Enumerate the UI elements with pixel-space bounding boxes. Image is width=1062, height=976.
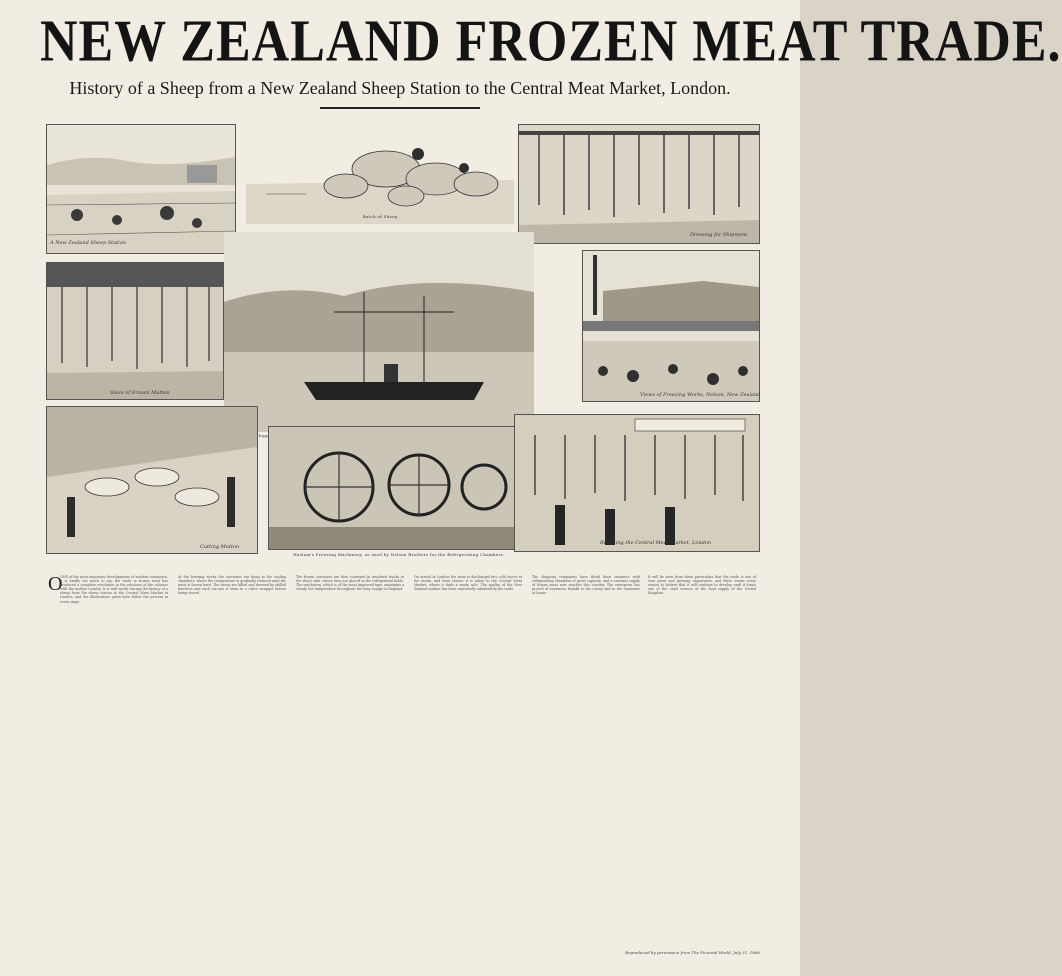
engraving-batch-of-sheep [246, 124, 514, 224]
text-column-2 [178, 575, 286, 943]
column-5-text: The shipping companies have fitted their steamers with refrigerating chambers of great capacity, and a constant supply of frozen meat now reaches this country. The enterprise has proved of enormous benefit to the colony and to the consumer at home. [532, 575, 640, 596]
text-column-3 [296, 575, 404, 943]
masthead-title: NEW ZEALAND FROZEN MEAT TRADE. [40, 8, 1062, 75]
column-6-text: It will be seen from these particulars that the trade is one of very great and growing importance, and there seems every reason to believe that it will continue to develop until it forms one of the chief sources of the food supply of the United Kingdom. [648, 575, 756, 596]
text-column-4 [414, 575, 522, 943]
engraving-meat-market [514, 414, 760, 552]
title-rule [320, 107, 480, 109]
drop-cap: O [48, 573, 63, 595]
engraving-store-room [46, 262, 224, 400]
engraving-loading [46, 406, 258, 554]
engraving-ship [224, 232, 534, 432]
subtitle: History of a Sheep from a New Zealand Sheep Station to the Central Meat Market, London. [69, 78, 731, 98]
caption-batch-of-sheep: Batch of Sheep. [362, 214, 400, 219]
caption-station: A New Zealand Sheep Station [50, 240, 127, 246]
column-4-text: On arrival in London the meat is discharged into cold stores at the docks, and from thence it is taken to the Central Meat Market, where it finds a ready sale. The quality of the New Zealand mutton has been universally admitted by the trade. [414, 575, 522, 592]
column-1-text: ONE of the most important developments of modern commerce, it is hardly too much to say, the trade in frozen meat has produced a complete revolution in the relations of the colonies with the mother country. It is well worth tracing the history of a sheep from the sheep station to the Central Meat Market in London, and the illustrations given here follow the process in every stage. [60, 575, 168, 604]
text-column-5 [532, 575, 640, 943]
caption-freezing-works: Views of Freezing Works, Nelson, New Zealand [640, 392, 761, 398]
caption-loading: Cutting Mutton [200, 544, 240, 550]
engraving-freezing-works [582, 250, 760, 402]
engraving-machinery [268, 426, 532, 550]
article-text [48, 575, 754, 945]
engraving-sheep-station [46, 124, 236, 254]
column-3-text: The frozen carcasses are then conveyed in insulated trucks to the ship's side, where they are placed in the refrigerated holds. The machinery, which is of the most improved type, maintains a steady low temperature throughout the long voyage to England. [296, 575, 404, 592]
caption-meat-market: Reaching the Central Meat Market, London [600, 540, 711, 546]
text-column-6 [648, 575, 756, 943]
imprint-note: Reproduced by permission from The Pictorial World, July 31, 1886 [625, 950, 760, 955]
caption-dressing: Dressing for Shipment [690, 232, 748, 238]
column-2-text: At the freezing works the carcasses are hung in the cooling chambers, where the temperature is gradually reduced until the meat is frozen hard. The sheep are killed and dressed by skilled butchers and each carcass is sewn in a calico wrapper before being stored. [178, 575, 286, 596]
engraving-dressing [518, 124, 760, 244]
caption-store-room: Store of Frozen Mutton [110, 390, 170, 396]
text-column-1 [60, 575, 168, 943]
caption-machinery: Haslam's Freezing Machinery, as used by Nelson Brothers for the Refrigerating Chambers. [293, 552, 505, 557]
caption-ship: Shipping [255, 433, 277, 438]
